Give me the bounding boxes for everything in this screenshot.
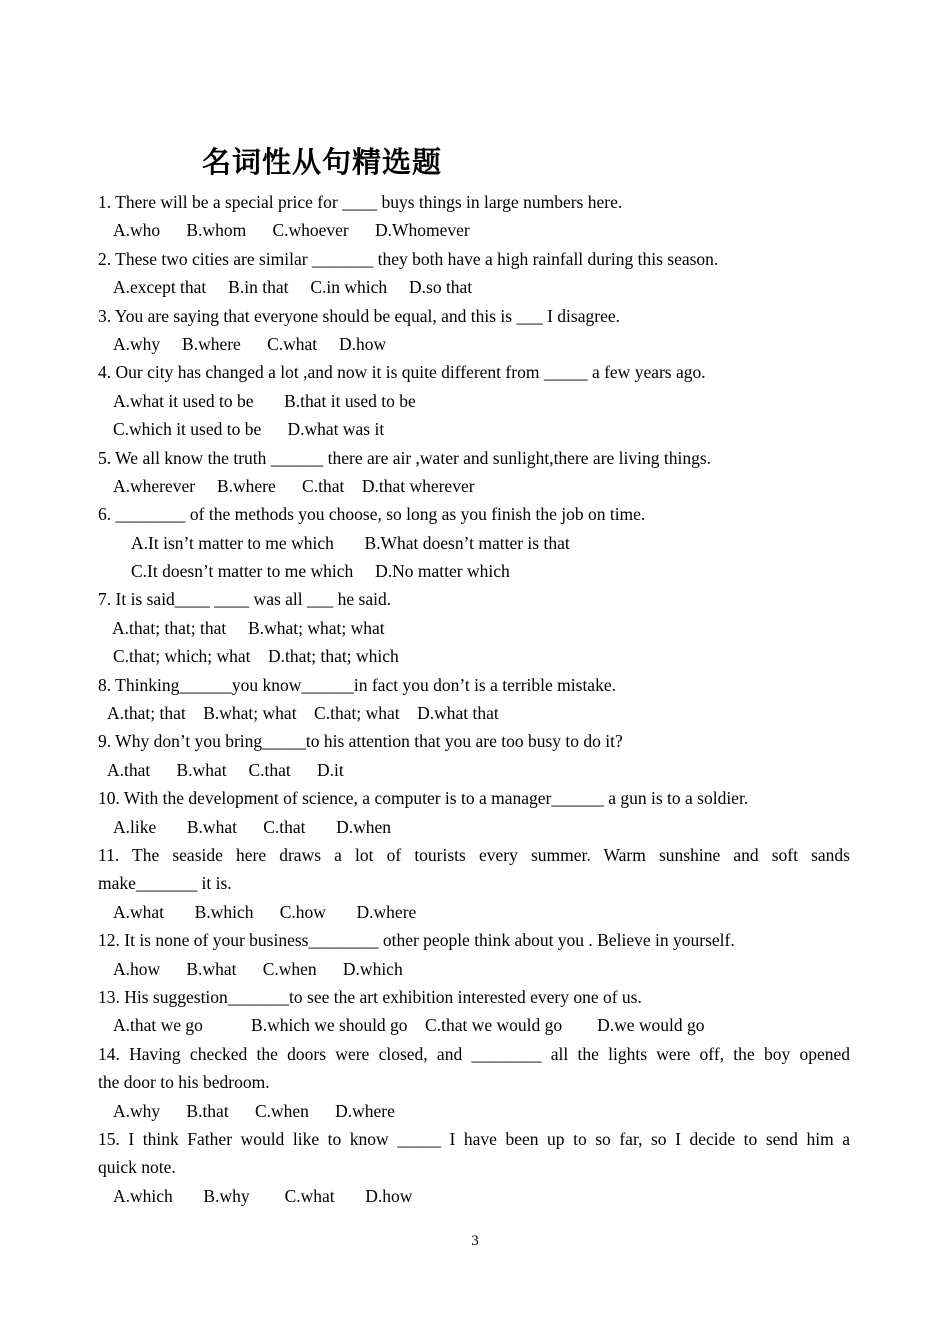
- answer-options: A.wherever B.where C.that D.that wherever: [113, 475, 475, 496]
- question-text: 11. The seaside here draws a lot of tourists every summer. Warm sunshine and soft sands: [98, 844, 850, 865]
- question-text: 14. Having checked the doors were closed, and ________ all the lights were off, the boy opened: [98, 1043, 850, 1064]
- answer-options: A.except that B.in that C.in which D.so that: [113, 277, 473, 298]
- question-text: 8. Thinking______you know______in fact you don’t is a terrible mistake.: [98, 674, 616, 695]
- answer-options: A.that B.what C.that D.it: [107, 759, 344, 780]
- question-text: the door to his bedroom.: [98, 1072, 270, 1093]
- question-text: 3. You are saying that everyone should be equal, and this is ___ I disagree.: [98, 305, 620, 326]
- answer-options: A.why B.that C.when D.where: [113, 1100, 395, 1121]
- question-text: 1. There will be a special price for ____ buys things in large numbers here.: [98, 192, 623, 212]
- question-text: 7. It is said____ ____ was all ___ he said.: [98, 589, 392, 610]
- question-text: 10. With the development of science, a computer is to a manager______ a gun is to a soldier.: [98, 788, 749, 809]
- page-number: 3: [471, 1233, 479, 1249]
- answer-options: A.like B.what C.that D.when: [113, 816, 392, 837]
- answer-options: A.that; that; that B.what; what; what: [112, 617, 385, 638]
- question-text: 4. Our city has changed a lot ,and now it is quite different from _____ a few years ago.: [98, 362, 706, 383]
- question-text: 15. I think Father would like to know _____ I have been up to so far, so I decide to send him a: [98, 1128, 850, 1149]
- answer-options: A.who B.whom C.whoever D.Whomever: [113, 220, 470, 241]
- question-text: 9. Why don’t you bring_____to his attention that you are too busy to do it?: [98, 731, 623, 752]
- answer-options: A.how B.what C.when D.which: [113, 958, 403, 979]
- question-text: 6. ________ of the methods you choose, so long as you finish the job on time.: [98, 504, 646, 525]
- answer-options: C.that; which; what D.that; that; which: [113, 646, 399, 667]
- question-list: [98, 188, 850, 1210]
- page-title: 名词性从句精选题: [202, 145, 443, 179]
- answer-options: A.It isn’t matter to me which B.What doesn’t matter is that: [131, 532, 570, 553]
- answer-options: A.what it used to be B.that it used to be: [113, 390, 416, 411]
- answer-options: A.why B.where C.what D.how: [113, 333, 387, 354]
- question-text: 2. These two cities are similar _______ they both have a high rainfall during this season.: [98, 248, 719, 269]
- question-text: 13. His suggestion_______to see the art exhibition interested every one of us.: [98, 986, 642, 1007]
- answer-options: A.that; that B.what; what C.that; what D.what that: [107, 703, 499, 724]
- question-text: make_______ it is.: [98, 873, 232, 894]
- answer-options: A.which B.why C.what D.how: [113, 1185, 413, 1206]
- answer-options: A.that we go B.which we should go C.that we would go D.we would go: [113, 1015, 705, 1036]
- answer-options: C.which it used to be D.what was it: [113, 419, 385, 440]
- answer-options: C.It doesn’t matter to me which D.No matter which: [131, 561, 510, 582]
- question-text: quick note.: [98, 1157, 176, 1178]
- answer-options: A.what B.which C.how D.where: [113, 901, 417, 922]
- question-text: 12. It is none of your business________ other people think about you . Believe in yourself.: [98, 930, 735, 951]
- question-text: 5. We all know the truth ______ there are air ,water and sunlight,there are living things.: [98, 447, 712, 468]
